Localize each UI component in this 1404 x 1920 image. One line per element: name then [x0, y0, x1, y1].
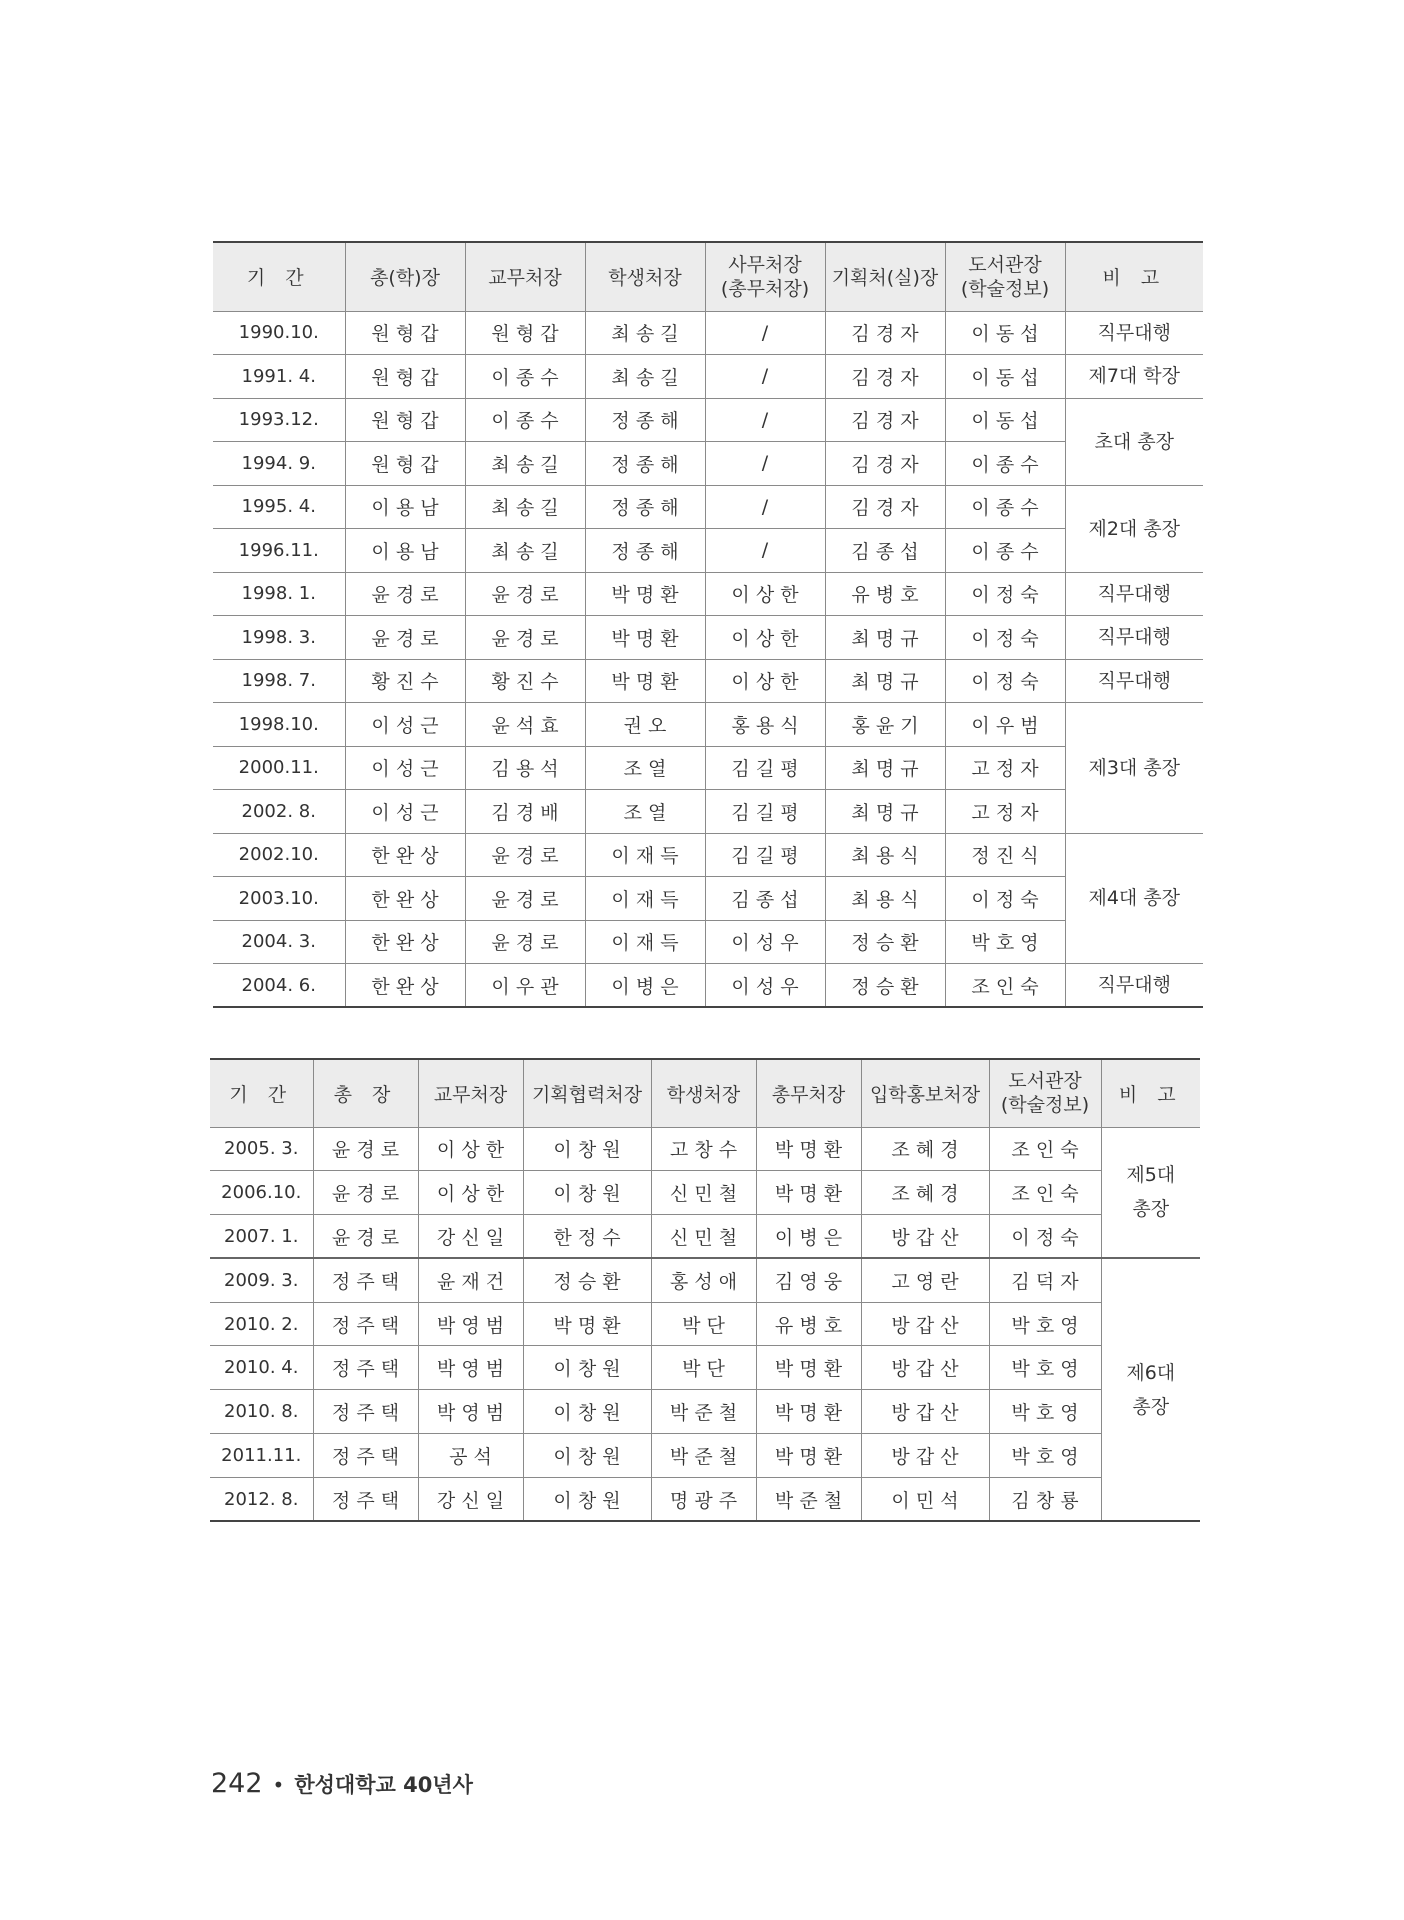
period-cell: 2009. 3. [210, 1258, 313, 1302]
official-name-cell: 윤 경 로 [345, 572, 465, 616]
header-student-affairs: 학생처장 [585, 242, 705, 311]
official-name-cell: 이 종 수 [945, 442, 1065, 486]
header-note: 비 고 [1065, 242, 1203, 311]
table-row [213, 659, 1203, 703]
official-name-cell: 정 종 해 [585, 398, 705, 442]
official-name-cell: 최 명 규 [825, 616, 945, 660]
official-name-cell: 윤 석 효 [465, 703, 585, 747]
note-cell: 직무대행 [1065, 616, 1203, 660]
official-name-cell: 이 종 수 [945, 485, 1065, 529]
official-name-cell: 방 갑 산 [861, 1302, 989, 1346]
official-name-cell: 최 명 규 [825, 790, 945, 834]
official-name-cell: 이 종 수 [465, 398, 585, 442]
official-name-cell: 이 재 득 [585, 920, 705, 964]
period-cell: 1993.12. [213, 398, 345, 442]
official-name-cell: 조 열 [585, 746, 705, 790]
official-name-cell: 최 용 식 [825, 833, 945, 877]
official-name-cell: 원 형 갑 [345, 398, 465, 442]
official-name-cell: 정 승 환 [825, 920, 945, 964]
table-header-row [210, 1059, 1200, 1127]
official-name-cell: 김 덕 자 [989, 1258, 1101, 1302]
header-president: 총 장 [313, 1059, 418, 1127]
official-name-cell: 이 창 원 [523, 1434, 651, 1478]
official-name-cell: 박 호 영 [989, 1346, 1101, 1390]
table-row [210, 1346, 1200, 1390]
table-row [213, 790, 1203, 834]
official-name-cell: 이 성 근 [345, 703, 465, 747]
header-student-affairs: 학생처장 [651, 1059, 756, 1127]
official-name-cell: 이 종 수 [945, 529, 1065, 573]
table-row [213, 616, 1203, 660]
official-name-cell: 박 명 환 [756, 1346, 861, 1390]
official-name-cell: 정 주 택 [313, 1477, 418, 1521]
table-row [213, 398, 1203, 442]
official-name-cell: 최 용 식 [825, 877, 945, 921]
official-name-cell: 유 병 호 [756, 1302, 861, 1346]
period-cell: 2003.10. [213, 877, 345, 921]
note-cell: 제3대 총장 [1065, 703, 1203, 834]
header-library [945, 242, 1065, 311]
official-name-cell: 이 병 은 [585, 964, 705, 1008]
official-name-cell: 윤 경 로 [465, 877, 585, 921]
official-name-cell: 이 동 섭 [945, 311, 1065, 355]
official-name-cell: 이 정 숙 [945, 877, 1065, 921]
official-name-cell: 박 명 환 [756, 1390, 861, 1434]
official-name-cell: 이 창 원 [523, 1171, 651, 1215]
official-name-cell: 김 길 평 [705, 746, 825, 790]
official-name-cell: 이 재 득 [585, 877, 705, 921]
officials-table-2005-2012 [210, 1058, 1200, 1522]
official-name-cell: 박 준 철 [651, 1390, 756, 1434]
official-name-cell: 김 길 평 [705, 790, 825, 834]
official-name-cell: 이 성 우 [705, 964, 825, 1008]
official-name-cell: 황 진 수 [465, 659, 585, 703]
official-name-cell: 정 승 환 [825, 964, 945, 1008]
official-name-cell: 고 영 란 [861, 1258, 989, 1302]
period-cell: 1998. 3. [213, 616, 345, 660]
header-academic-affairs: 교무처장 [418, 1059, 523, 1127]
table-row [210, 1215, 1200, 1259]
official-name-cell: 정 주 택 [313, 1258, 418, 1302]
official-name-cell: 홍 성 애 [651, 1258, 756, 1302]
official-name-cell: 권 오 [585, 703, 705, 747]
period-cell: 2010. 2. [210, 1302, 313, 1346]
official-name-cell: 이 상 한 [705, 572, 825, 616]
official-name-cell: 정 종 해 [585, 485, 705, 529]
official-name-cell: 박 준 철 [756, 1477, 861, 1521]
table-row [213, 833, 1203, 877]
official-name-cell: 김 경 자 [825, 355, 945, 399]
period-cell: 2010. 8. [210, 1390, 313, 1434]
official-name-cell: 박 명 환 [585, 616, 705, 660]
official-name-cell: 김 종 섭 [705, 877, 825, 921]
official-name-cell: 김 경 배 [465, 790, 585, 834]
official-name-cell: 이 창 원 [523, 1346, 651, 1390]
official-name-cell: / [705, 442, 825, 486]
table-row [213, 877, 1203, 921]
table-row [210, 1477, 1200, 1521]
official-name-cell: 조 열 [585, 790, 705, 834]
period-cell: 1991. 4. [213, 355, 345, 399]
official-name-cell: 박 준 철 [651, 1434, 756, 1478]
official-name-cell: 이 상 한 [705, 659, 825, 703]
table-row [210, 1434, 1200, 1478]
table-row [210, 1171, 1200, 1215]
official-name-cell: 김 경 자 [825, 398, 945, 442]
official-name-cell: 홍 윤 기 [825, 703, 945, 747]
official-name-cell: / [705, 485, 825, 529]
official-name-cell: / [705, 311, 825, 355]
official-name-cell: 정 종 해 [585, 442, 705, 486]
official-name-cell: 정 주 택 [313, 1302, 418, 1346]
official-name-cell: 윤 재 건 [418, 1258, 523, 1302]
official-name-cell: 김 창 룡 [989, 1477, 1101, 1521]
official-name-cell: 신 민 철 [651, 1215, 756, 1259]
official-name-cell: 윤 경 로 [313, 1215, 418, 1259]
official-name-cell: 정 주 택 [313, 1346, 418, 1390]
table-row [213, 311, 1203, 355]
header-academic-affairs: 교무처장 [465, 242, 585, 311]
official-name-cell: 김 경 자 [825, 485, 945, 529]
official-name-cell: 원 형 갑 [345, 442, 465, 486]
header-planning-cooperation: 기획협력처장 [523, 1059, 651, 1127]
period-cell: 2002. 8. [213, 790, 345, 834]
official-name-cell: 최 송 길 [465, 485, 585, 529]
official-name-cell: 조 혜 경 [861, 1127, 989, 1171]
official-name-cell: 박 명 환 [756, 1434, 861, 1478]
official-name-cell: 조 혜 경 [861, 1171, 989, 1215]
table-row [213, 355, 1203, 399]
official-name-cell: 한 완 상 [345, 964, 465, 1008]
official-name-cell: 정 주 택 [313, 1434, 418, 1478]
page-footer [211, 1768, 473, 1799]
official-name-cell: 조 인 숙 [945, 964, 1065, 1008]
note-cell: 직무대행 [1065, 659, 1203, 703]
period-cell: 2012. 8. [210, 1477, 313, 1521]
note-cell: 제7대 학장 [1065, 355, 1203, 399]
period-cell: 2005. 3. [210, 1127, 313, 1171]
header-general-affairs [705, 242, 825, 311]
official-name-cell: 이 성 근 [345, 746, 465, 790]
official-name-cell: 최 명 규 [825, 659, 945, 703]
official-name-cell: 이 병 은 [756, 1215, 861, 1259]
official-name-cell: 김 영 웅 [756, 1258, 861, 1302]
header-general-affairs: 총무처장 [756, 1059, 861, 1127]
official-name-cell: 한 정 수 [523, 1215, 651, 1259]
official-name-cell: 강 신 일 [418, 1477, 523, 1521]
official-name-cell: 이 동 섭 [945, 398, 1065, 442]
official-name-cell: 박 단 [651, 1302, 756, 1346]
official-name-cell: 이 용 남 [345, 485, 465, 529]
header-text: 도서관장 (학술정보) [1000, 1070, 1090, 1117]
official-name-cell: 조 인 숙 [989, 1171, 1101, 1215]
official-name-cell: 한 완 상 [345, 920, 465, 964]
note-cell: 제2대 총장 [1065, 485, 1203, 572]
official-name-cell: 원 형 갑 [345, 311, 465, 355]
official-name-cell: 박 명 환 [523, 1302, 651, 1346]
table-row [213, 964, 1203, 1008]
official-name-cell: 김 길 평 [705, 833, 825, 877]
table-row [210, 1258, 1200, 1302]
official-name-cell: 박 영 범 [418, 1302, 523, 1346]
official-name-cell: 윤 경 로 [465, 920, 585, 964]
official-name-cell: 김 용 석 [465, 746, 585, 790]
official-name-cell: 이 창 원 [523, 1390, 651, 1434]
table-row [213, 746, 1203, 790]
official-name-cell: 최 송 길 [585, 311, 705, 355]
note-cell: 초대 총장 [1065, 398, 1203, 485]
official-name-cell: 이 창 원 [523, 1477, 651, 1521]
official-name-cell: 이 상 한 [418, 1171, 523, 1215]
table-row [210, 1127, 1200, 1171]
official-name-cell: 박 영 범 [418, 1346, 523, 1390]
official-name-cell: 최 송 길 [465, 529, 585, 573]
official-name-cell: 박 호 영 [945, 920, 1065, 964]
official-name-cell: 이 용 남 [345, 529, 465, 573]
official-name-cell: 황 진 수 [345, 659, 465, 703]
official-name-cell: 유 병 호 [825, 572, 945, 616]
official-name-cell: / [705, 355, 825, 399]
official-name-cell: 이 정 숙 [945, 616, 1065, 660]
header-text: 도서관장 (학술정보) [960, 253, 1050, 300]
official-name-cell: 김 경 자 [825, 442, 945, 486]
official-name-cell: 김 경 자 [825, 311, 945, 355]
official-name-cell: 방 갑 산 [861, 1390, 989, 1434]
header-admissions-pr: 입학홍보처장 [861, 1059, 989, 1127]
table-row [213, 703, 1203, 747]
official-name-cell: 이 성 근 [345, 790, 465, 834]
official-name-cell: 윤 경 로 [465, 572, 585, 616]
note-cell: 직무대행 [1065, 311, 1203, 355]
table-row [210, 1390, 1200, 1434]
table-row [213, 485, 1203, 529]
official-name-cell: 방 갑 산 [861, 1434, 989, 1478]
note-cell: 제6대 총장 [1101, 1258, 1200, 1521]
official-name-cell: 정 종 해 [585, 529, 705, 573]
official-name-cell: 박 명 환 [585, 572, 705, 616]
header-library [989, 1059, 1101, 1127]
official-name-cell: 김 종 섭 [825, 529, 945, 573]
official-name-cell: 이 민 석 [861, 1477, 989, 1521]
official-name-cell: 원 형 갑 [465, 311, 585, 355]
header-planning: 기획처(실)장 [825, 242, 945, 311]
header-text: 사무처장 (총무처장) [720, 253, 810, 300]
official-name-cell: 최 명 규 [825, 746, 945, 790]
official-name-cell: 정 승 환 [523, 1258, 651, 1302]
official-name-cell: 공 석 [418, 1434, 523, 1478]
official-name-cell: 윤 경 로 [313, 1171, 418, 1215]
table-header-row [213, 242, 1203, 311]
note-cell: 직무대행 [1065, 572, 1203, 616]
table-row [213, 442, 1203, 486]
table-row [210, 1302, 1200, 1346]
period-cell: 2006.10. [210, 1171, 313, 1215]
official-name-cell: 방 갑 산 [861, 1346, 989, 1390]
official-name-cell: 이 정 숙 [989, 1215, 1101, 1259]
period-cell: 1995. 4. [213, 485, 345, 529]
note-cell: 제4대 총장 [1065, 833, 1203, 964]
header-note: 비 고 [1101, 1059, 1200, 1127]
period-cell: 2010. 4. [210, 1346, 313, 1390]
period-cell: 2002.10. [213, 833, 345, 877]
official-name-cell: 명 광 주 [651, 1477, 756, 1521]
official-name-cell: 윤 경 로 [345, 616, 465, 660]
official-name-cell: 정 진 식 [945, 833, 1065, 877]
period-cell: 1996.11. [213, 529, 345, 573]
official-name-cell: 신 민 철 [651, 1171, 756, 1215]
official-name-cell: 이 상 한 [418, 1127, 523, 1171]
period-cell: 2004. 3. [213, 920, 345, 964]
official-name-cell: 윤 경 로 [465, 616, 585, 660]
official-name-cell: 윤 경 로 [465, 833, 585, 877]
official-name-cell: 고 창 수 [651, 1127, 756, 1171]
official-name-cell: 이 정 숙 [945, 659, 1065, 703]
official-name-cell: 박 호 영 [989, 1302, 1101, 1346]
official-name-cell: 이 정 숙 [945, 572, 1065, 616]
officials-table-1990-2004 [213, 241, 1203, 1008]
period-cell: 2004. 6. [213, 964, 345, 1008]
official-name-cell: 고 정 자 [945, 790, 1065, 834]
official-name-cell: 박 명 환 [756, 1171, 861, 1215]
note-cell: 직무대행 [1065, 964, 1203, 1008]
official-name-cell: 홍 용 식 [705, 703, 825, 747]
official-name-cell: 정 주 택 [313, 1390, 418, 1434]
official-name-cell: 박 명 환 [585, 659, 705, 703]
table-row [213, 920, 1203, 964]
period-cell: 1990.10. [213, 311, 345, 355]
header-period: 기 간 [213, 242, 345, 311]
note-cell: 제5대 총장 [1101, 1127, 1200, 1258]
official-name-cell: 강 신 일 [418, 1215, 523, 1259]
bullet-separator: • [272, 1772, 285, 1797]
official-name-cell: 이 창 원 [523, 1127, 651, 1171]
official-name-cell: / [705, 398, 825, 442]
official-name-cell: 박 명 환 [756, 1127, 861, 1171]
official-name-cell: 방 갑 산 [861, 1215, 989, 1259]
period-cell: 1994. 9. [213, 442, 345, 486]
official-name-cell: 고 정 자 [945, 746, 1065, 790]
official-name-cell: 원 형 갑 [345, 355, 465, 399]
official-name-cell: 이 성 우 [705, 920, 825, 964]
official-name-cell: 한 완 상 [345, 877, 465, 921]
official-name-cell: / [705, 529, 825, 573]
official-name-cell: 이 재 득 [585, 833, 705, 877]
official-name-cell: 박 단 [651, 1346, 756, 1390]
official-name-cell: 한 완 상 [345, 833, 465, 877]
official-name-cell: 최 송 길 [465, 442, 585, 486]
official-name-cell: 박 호 영 [989, 1434, 1101, 1478]
official-name-cell: 이 동 섭 [945, 355, 1065, 399]
period-cell: 1998.10. [213, 703, 345, 747]
official-name-cell: 이 상 한 [705, 616, 825, 660]
official-name-cell: 박 호 영 [989, 1390, 1101, 1434]
header-president: 총(학)장 [345, 242, 465, 311]
official-name-cell: 이 우 관 [465, 964, 585, 1008]
book-title: 한성대학교 40년사 [294, 1773, 473, 1797]
period-cell: 1998. 7. [213, 659, 345, 703]
header-period: 기 간 [210, 1059, 313, 1127]
official-name-cell: 윤 경 로 [313, 1127, 418, 1171]
official-name-cell: 조 인 숙 [989, 1127, 1101, 1171]
official-name-cell: 이 종 수 [465, 355, 585, 399]
official-name-cell: 최 송 길 [585, 355, 705, 399]
period-cell: 2011.11. [210, 1434, 313, 1478]
official-name-cell: 박 영 범 [418, 1390, 523, 1434]
official-name-cell: 이 우 범 [945, 703, 1065, 747]
page-number: 242 [211, 1768, 263, 1799]
table-row [213, 529, 1203, 573]
period-cell: 2007. 1. [210, 1215, 313, 1259]
table-row [213, 572, 1203, 616]
period-cell: 1998. 1. [213, 572, 345, 616]
period-cell: 2000.11. [213, 746, 345, 790]
